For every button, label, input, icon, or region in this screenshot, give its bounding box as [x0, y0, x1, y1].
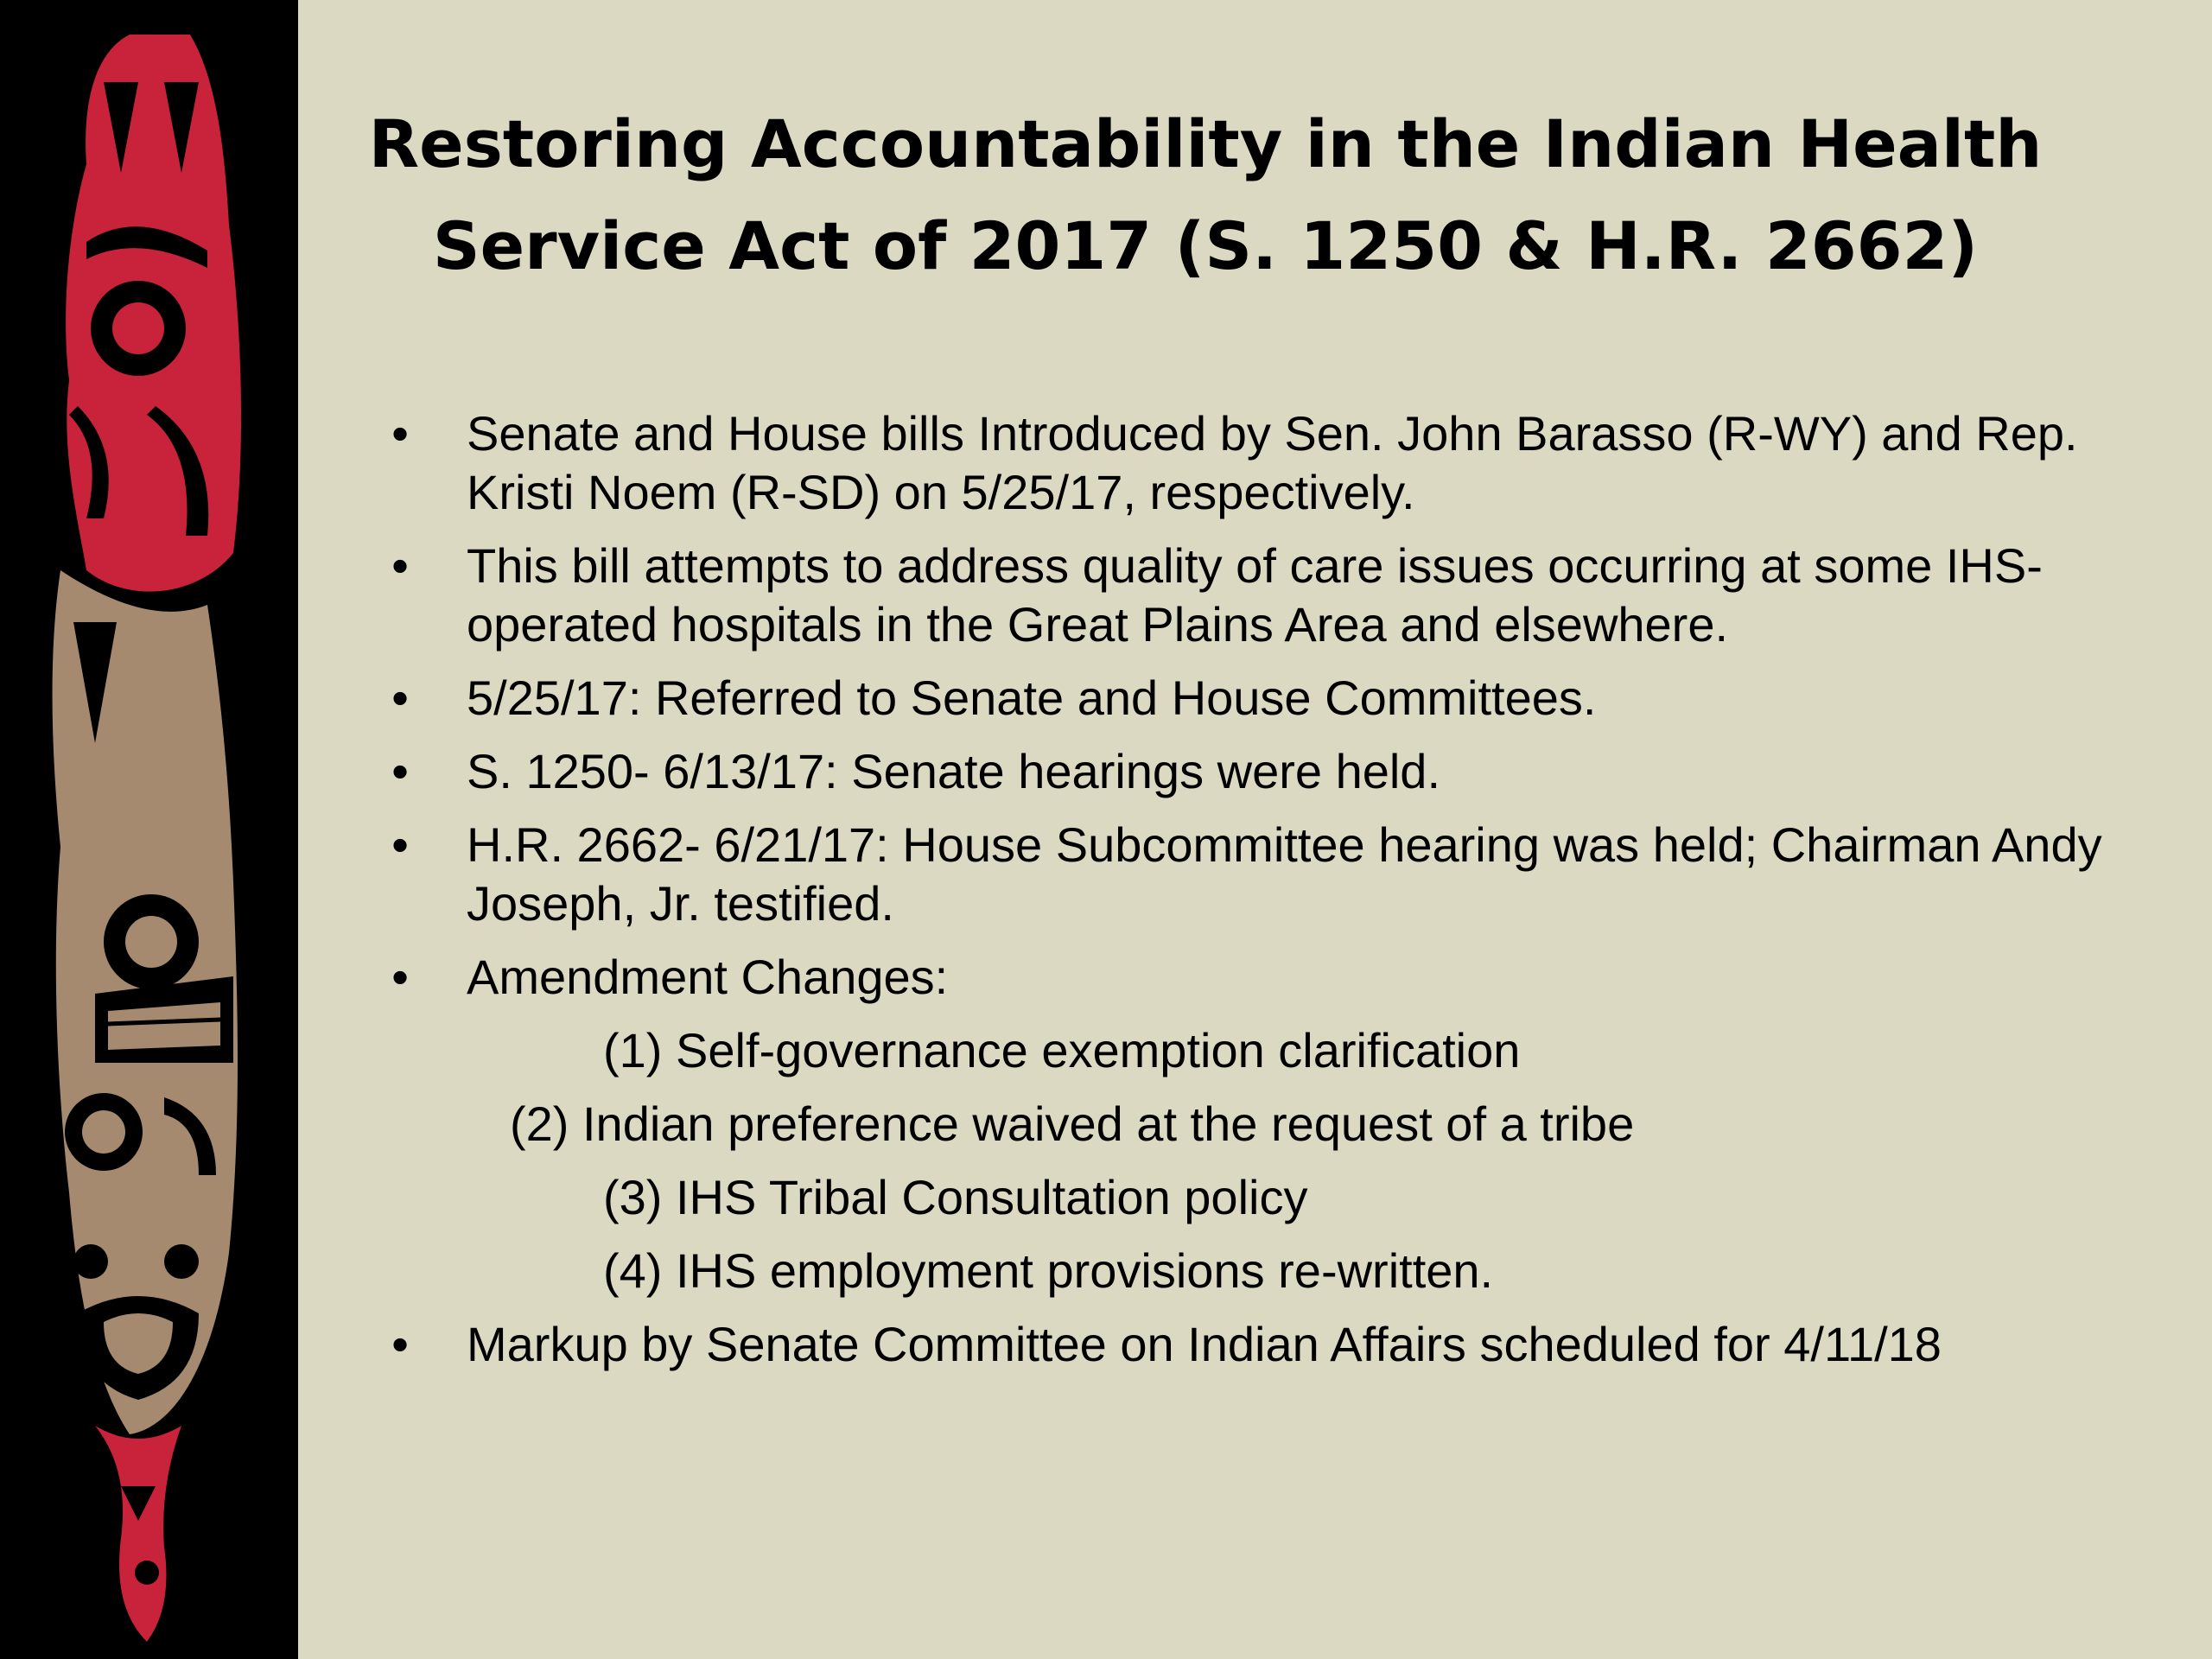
- list-item-text: This bill attempts to address quality of care issues occurring at some IHS-operated hospitals in the Great Plains Area and elsewhere.: [467, 538, 2043, 652]
- list-item-text: Amendment Changes:: [467, 950, 949, 1004]
- list-item: [387, 816, 2176, 933]
- bullet-marker: •: [391, 817, 409, 872]
- bullet-marker: •: [391, 1317, 409, 1371]
- bullet-marker: •: [391, 744, 409, 798]
- slide-body: [298, 0, 2212, 1659]
- amendment-item: (2) Indian preference waived at the request of a tribe: [510, 1096, 1635, 1151]
- list-item: [387, 669, 2176, 728]
- list-item-text: H.R. 2662- 6/21/17: House Subcommittee hearing was held; Chairman Andy Joseph, Jr. testified.: [467, 817, 2102, 931]
- title-line-1: Restoring Accountability in the Indian Health: [368, 105, 2043, 182]
- bullet-marker: •: [391, 538, 409, 593]
- amendment-item: (3) IHS Tribal Consultation policy: [603, 1170, 1308, 1224]
- slide-title: [298, 93, 2113, 297]
- list-item-text: 5/25/17: Referred to Senate and House Committees.: [467, 671, 1597, 725]
- list-item: [387, 742, 2176, 801]
- amendment-item: (4) IHS employment provisions re-written.: [603, 1243, 1494, 1298]
- list-item-text: Markup by Senate Committee on Indian Affairs scheduled for 4/11/18: [467, 1317, 1942, 1371]
- list-item: [387, 404, 2176, 522]
- list-item-text: Senate and House bills Introduced by Sen. John Barasso (R-WY) and Rep. Kristi Noem (R-SD) on 5/25/17, respectively.: [467, 406, 2078, 519]
- bullet-marker: •: [391, 406, 409, 461]
- list-item: [387, 1315, 2176, 1374]
- title-line-2: Service Act of 2017 (S. 1250 & H.R. 2662): [432, 207, 1979, 284]
- bullet-list: [387, 404, 2176, 1389]
- amendment-item: (1) Self-governance exemption clarification: [603, 1023, 1521, 1077]
- list-item-text: S. 1250- 6/13/17: Senate hearings were held.: [467, 744, 1440, 798]
- bullet-marker: •: [391, 671, 409, 725]
- bullet-marker: •: [391, 950, 409, 1004]
- list-item: [387, 948, 2176, 1007]
- totem-art-panel: [0, 0, 298, 1659]
- list-item: [387, 537, 2176, 654]
- northwest-coast-totem-art-icon: [0, 0, 298, 1659]
